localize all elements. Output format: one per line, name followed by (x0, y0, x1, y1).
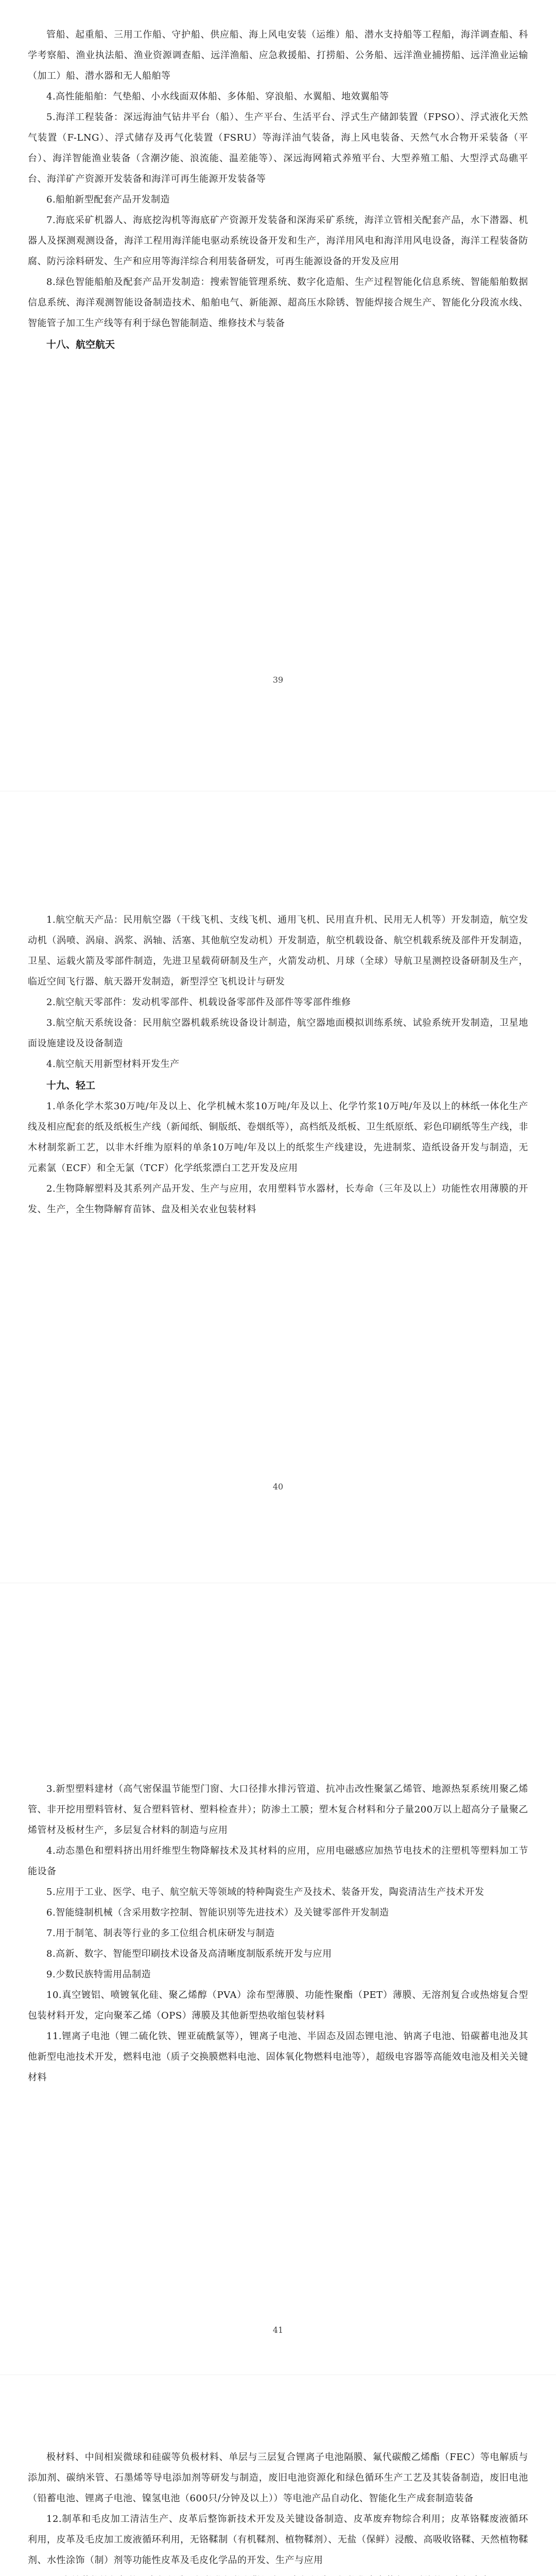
paragraph: 2.航空航天零部件：发动机零部件、机载设备零部件及部件等零部件维修 (46, 997, 351, 1008)
page-number: 40 (272, 1482, 284, 1492)
paragraph: 1.单条化学木浆30万吨/年及以上、化学机械木浆10万吨/年及以上、化学竹浆10万吨/年及以上的林纸一体化生产线及相应配套的纸及纸板生产线（新闻纸、铜版纸、卷烟纸等），高档纸及纸板、卫生纸原纸、彩色印刷纸等生产线，非木材制浆新工艺，以非木纤维为原料的单条10万吨/年及以上的纸浆生产线建设，先进制浆、造纸设备开发与制造，无元素氯（ECF）和全无氯（TCF）化学纸浆漂白工艺开发及应用 (28, 1101, 528, 1174)
page-39 (0, 0, 556, 791)
paragraph: 管船、起重船、三用工作船、守护船、供应船、海上风电安装（运维）船、潜水支持船等工程船，海洋调查船、科学考察船、渔业执法船、渔业资源调查船、远洋渔船、应急救援船、打捞船、公务船、远洋渔业捕捞船、远洋渔业运输（加工）船、潜水器和无人船舶等 (28, 29, 528, 81)
paragraph: 7.海底采矿机器人、海底挖沟机等海底矿产资源开发装备和深海采矿系统，海洋立管相关配套产品，水下潜器、机器人及探测观测设备，海洋工程用海洋能电驱动系统设备开发和生产，海洋用风电和海洋用风电设备，海洋工程装备防腐、防污涂料研发、生产和应用等海洋综合利用装备研发，可再生能源设备的开发及应用 (28, 215, 528, 267)
paragraph: 8.高新、数字、智能型印刷技术设备及高清晰度制版系统开发与应用 (46, 1948, 332, 1959)
paragraph: 10.真空镀铝、喷镀氧化硅、聚乙烯醇（PVA）涂布型薄膜、功能性聚酯（PET）薄膜、无溶剂复合或热熔复合型包装材料开发，定向聚苯乙烯（OPS）薄膜及其他新型热收缩包装材料 (28, 1990, 528, 2021)
paragraph: 11.锂离子电池（锂二硫化铁、锂亚硫酰氯等），锂离子电池、半固态及固态锂电池、钠离子电池、铅碳蓄电池及其他新型电池技术开发，燃料电池（质子交换膜燃料电池、固体氧化物燃料电池等），超级电容器等高能效电池及相关关键材料 (28, 2031, 528, 2083)
paragraph: 6.船舶新型配套产品开发制造 (46, 194, 170, 205)
page-number: 41 (272, 2325, 284, 2335)
page-42 (0, 2375, 556, 2576)
paragraph: 3.航空航天系统设备：民用航空器机载系统设备设计制造，航空器地面模拟训练系统、试验系统开发制造，卫星地面设施建设及设备制造 (28, 1018, 528, 1049)
paragraph: 7.用于制笔、制表等行业的多工位组合机床研发与制造 (46, 1928, 275, 1939)
paragraph: 4.高性能船舶：气垫船、小水线面双体船、多体船、穿浪船、水翼船、地效翼船等 (46, 91, 389, 102)
paragraph: 5.应用于工业、医学、电子、航空航天等领域的特种陶瓷生产及技术、装备开发，陶瓷清洁生产技术开发 (46, 1887, 484, 1897)
paragraph: 12.制革和毛皮加工清洁生产、皮革后整饰新技术开发及关键设备制造、皮革废弃物综合利用；皮革铬鞣废液循环利用，皮革及毛皮加工废液循环利用，无铬鞣制（有机鞣剂、植物鞣剂）、无盐（保鲜）浸酸、高吸收铬鞣、天然植物鞣剂、水性涂饰（制）剂等功能性皮革及毛皮化学品的开发、生产与应用 (28, 2514, 528, 2566)
page-number: 39 (272, 675, 284, 685)
paragraph: 4.航空航天用新型材料开发生产 (46, 1059, 180, 1070)
section-heading: 十八、航空航天 (46, 339, 115, 350)
paragraph: 2.生物降解塑料及其系列产品开发、生产与应用，农用塑料节水器材，长寿命（三年及以上）功能性农用薄膜的开发、生产，全生物降解育苗钵、盘及相关农业包装材料 (28, 1183, 528, 1215)
paragraph: 极材料、中间相炭微球和硅碳等负极材料、单层与三层复合锂离子电池隔膜、氟代碳酸乙烯酯（FEC）等电解质与添加剂、碳纳米管、石墨烯等导电添加剂等研发与制造，废旧电池资源化和绿色循环生产工艺及其装备制造，废旧电池（铅蓄电池、锂离子电池、镍氢电池（600只/分钟及以上））等电池产品自动化、智能化生产成套制造装备 (28, 2452, 528, 2504)
paragraph: 3.新型塑料建材（高气密保温节能型门窗、大口径排水排污管道、抗冲击改性聚氯乙烯管、地源热泵系统用聚乙烯管、非开挖用塑料管材、复合塑料管材、塑料检查井）；防渗土工膜；塑木复合材料和分子量200万以上超高分子量聚乙烯管材及板材生产，多层复合材料的制造与应用 (28, 1784, 528, 1836)
paragraph: 1.航空航天产品：民用航空器（干线飞机、支线飞机、通用飞机、民用直升机、民用无人机等）开发制造，航空发动机（涡喷、涡扇、涡浆、涡轴、活塞、其他航空发动机）开发制造，航空机载设备、航空机载系统及部件开发制造，卫星、运载火箭及零部件制造，先进卫星载荷研制及生产，火箭发动机、月球（全球）导航卫星测控设备研制及生产，临近空间飞行器、航天器开发制造，新型浮空飞机设计与研发 (28, 914, 528, 987)
paragraph (28, 2571, 528, 2576)
paragraph: 4.动态墨色和塑料挤出用纤维型生物降解技术及其材料的应用，应用电磁感应加热节电技术的注塑机等塑料加工节能设备 (28, 1845, 528, 1877)
paragraph: 8.绿色智能船舶及配套产品开发制造：搜索智能管理系统、数字化造船、生产过程智能化信息系统、智能船舶数据信息系统、海洋观测智能设备制造技术、船舶电气、新能源、超高压水除锈、智能焊接合规生产、智能化分段流水线、智能管子加工生产线等有利于绿色智能制造、维修技术与装备 (28, 277, 528, 329)
page-40 (0, 791, 556, 1583)
paragraph: 5.海洋工程装备：深远海油气钻井平台（船）、生产平台、生活平台、浮式生产储卸装置（FPSO）、浮式液化天然气装置（F-LNG）、浮式储存及再气化装置（FSRU）等海洋油气装备，海上风电装备、天然气水合物开采装备（平台）、海洋智能渔业装备（含潮汐能、浪流能、温差能等）、深远海网箱式养殖平台、大型养殖工船、大型浮式岛礁平台、海洋矿产资源开发装备和海洋可再生能源开发装备等 (28, 112, 528, 184)
paragraph: 9.少数民族特需用品制造 (46, 1969, 151, 1980)
paragraph: 6.智能缝制机械（含采用数字控制、智能识别等先进技术）及关键零部件开发制造 (46, 1907, 389, 1918)
page-41 (0, 1583, 556, 2375)
section-heading: 十九、轻工 (46, 1080, 96, 1091)
